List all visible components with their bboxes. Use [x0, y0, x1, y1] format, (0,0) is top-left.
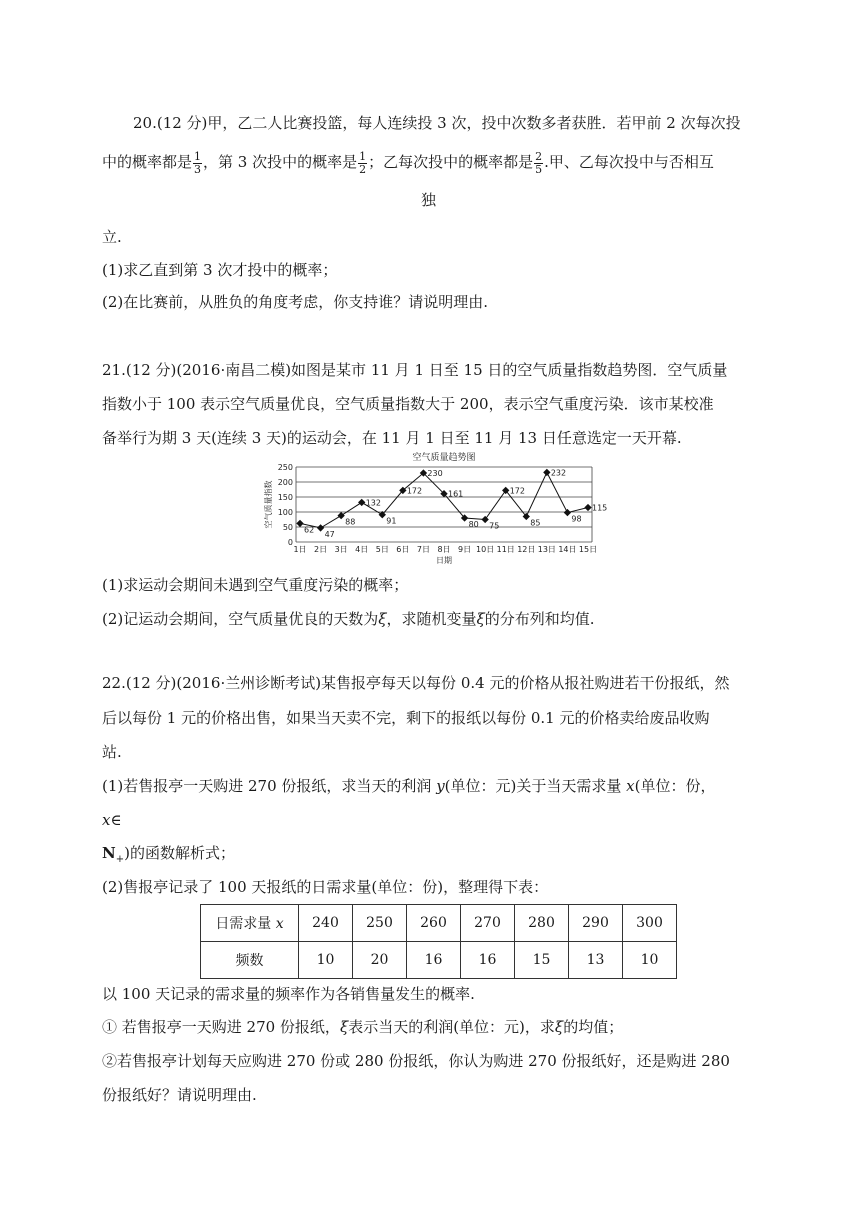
table-cell: 270	[461, 905, 515, 942]
q20-line2-d: .甲、乙每次投中与否相互	[544, 153, 714, 171]
data-point	[584, 504, 591, 511]
data-label: 172	[509, 486, 525, 496]
data-point	[317, 524, 324, 531]
y-axis-label: 空气质量指数	[264, 480, 273, 529]
x-tick-label: 10日	[476, 545, 495, 554]
data-label: 172	[406, 486, 423, 496]
x-tick-label: 14日	[558, 545, 577, 554]
xi-symbol: ξ	[476, 610, 485, 628]
x-tick-label: 3日	[334, 545, 348, 554]
table-cell: 16	[407, 942, 461, 979]
x-tick-label: 6日	[396, 545, 410, 554]
q22-after-table: 以 100 天记录的需求量的频率作为各销售量发生的概率.	[102, 985, 475, 1003]
q22-part1-cont	[102, 810, 122, 830]
q22-sub2-line1: ②若售报亭计划每天应购进 270 份或 280 份报纸，你认为购进 270 份报纸好，还是购进 280	[102, 1052, 730, 1070]
data-label: 47	[324, 529, 335, 539]
fraction-1-3	[193, 151, 202, 176]
table-header-frequency: 频数	[201, 942, 299, 979]
air-quality-chart-svg	[262, 449, 608, 567]
natural-set-N: N	[102, 844, 116, 862]
q22-sub1-a: ① 若售报亭一天购进 270 份报纸，	[102, 1018, 340, 1036]
data-label: 75	[489, 521, 500, 531]
q22-sub1	[102, 1017, 623, 1037]
frac-num: 2	[535, 149, 543, 163]
q22-sub1-b: 表示当天的利润(单位：元)，求	[348, 1018, 555, 1036]
data-label: 62	[304, 525, 315, 535]
table-cell: 13	[569, 942, 623, 979]
data-label: 232	[550, 468, 567, 478]
table-cell: 290	[569, 905, 623, 942]
data-label: 115	[592, 503, 608, 513]
data-point	[358, 499, 365, 506]
table-cell: 10	[623, 942, 677, 979]
y-tick-label: 0	[287, 538, 293, 547]
q21-part2-b: ，求随机变量	[386, 610, 477, 628]
data-label: 88	[345, 517, 356, 527]
table-row	[201, 905, 677, 942]
data-label: 161	[448, 489, 464, 499]
y-tick-label: 250	[277, 463, 293, 472]
y-tick-label: 100	[277, 508, 293, 517]
series-line	[300, 472, 588, 528]
q21-part2	[102, 609, 595, 629]
table-cell: 20	[353, 942, 407, 979]
var-y: y	[436, 777, 445, 795]
data-label: 85	[530, 518, 541, 528]
x-tick-label: 12日	[517, 545, 536, 554]
fraction-2-5	[534, 151, 543, 176]
q20-line2	[102, 147, 714, 177]
q20-line2-b: ，第 3 次投中的概率是	[203, 153, 358, 171]
frac-num: 1	[194, 149, 202, 163]
x-axis-label: 日期	[436, 556, 452, 565]
q22-line1: 22.(12 分)(2016·兰州诊断考试)某售报亭每天以每份 0.4 元的价格从报社购进若干份报纸，然	[102, 674, 730, 692]
data-label: 98	[571, 514, 582, 524]
y-tick-label: 50	[282, 523, 293, 532]
data-label: 91	[386, 516, 397, 526]
q21-line3: 备举行为期 3 天(连续 3 天)的运动会，在 11 月 1 日至 11 月 13 日任意选定一天开幕.	[102, 429, 682, 447]
var-x: x	[275, 916, 284, 932]
table-cell: 280	[515, 905, 569, 942]
table-cell: 250	[353, 905, 407, 942]
q22-sub2-line2: 份报纸好？请说明理由.	[102, 1086, 257, 1104]
data-label: 80	[468, 520, 479, 529]
q20-line1: 20.(12 分)甲，乙二人比赛投篮，每人连续投 3 次，投中次数多者获胜．若甲前 2 次每次投	[133, 114, 741, 132]
q21-part1: (1)求运动会期间未遇到空气重度污染的概率；	[102, 576, 409, 594]
frac-num: 1	[359, 149, 367, 163]
q20-part1: (1)求乙直到第 3 次才投中的概率；	[102, 261, 338, 279]
table-cell: 260	[407, 905, 461, 942]
q22-part1-a: (1)若售报亭一天购进 270 份报纸，求当天的利润	[102, 777, 437, 795]
x-tick-label: 5日	[375, 545, 389, 554]
table-cell: 300	[623, 905, 677, 942]
fraction-1-2	[358, 151, 367, 176]
x-tick-label: 1日	[293, 545, 307, 554]
demand-frequency-table	[200, 904, 677, 979]
q22-line2: 后以每份 1 元的价格出售，如果当天卖不完，剩下的报纸以每份 0.1 元的价格卖给废品收购	[102, 709, 710, 727]
q21-line1: 21.(12 分)(2016·南昌二模)如图是某市 11 月 1 日至 15 日的空气质量指数趋势图．空气质量	[102, 361, 728, 379]
frac-den: 3	[194, 162, 202, 176]
data-label: 230	[427, 469, 443, 478]
element-of-symbol: ∈	[110, 811, 122, 829]
q22-part1-b: (单位：元)关于当天需求量	[444, 777, 627, 795]
q20-line2-a: 中的概率都是	[102, 153, 193, 171]
x-tick-label: 4日	[355, 545, 369, 554]
xi-symbol: ξ	[339, 1018, 349, 1036]
q20-line4: 立.	[102, 228, 122, 246]
y-tick-label: 150	[277, 493, 293, 502]
q21-line2: 指数小于 100 表示空气质量优良，空气质量指数大于 200，表示空气重度污染．该市某校准	[102, 395, 714, 413]
data-point	[564, 509, 571, 516]
q20-line2-c: ；乙每次投中的概率都是	[368, 153, 534, 171]
q20-part2: (2)在比赛前，从胜负的角度考虑，你支持谁？请说明理由.	[102, 293, 489, 311]
q22-line3: 站.	[102, 743, 122, 761]
table-cell: 16	[461, 942, 515, 979]
data-point	[296, 520, 303, 527]
q22-part2: (2)售报亭记录了 100 天报纸的日需求量(单位：份)，整理得下表：	[102, 878, 549, 896]
x-tick-label: 7日	[416, 545, 430, 554]
x-tick-label: 13日	[537, 545, 556, 554]
header-text: 日需求量	[215, 916, 276, 932]
var-x: x	[102, 811, 111, 829]
data-point	[481, 516, 488, 523]
q21-part2-c: 的分布列和均值.	[484, 610, 595, 628]
data-point	[543, 469, 550, 476]
q22-part1-end	[102, 843, 235, 870]
x-tick-label: 9日	[458, 545, 472, 554]
xi-symbol: ξ	[378, 610, 387, 628]
q22-sub1-c: 的均值；	[563, 1018, 624, 1036]
var-x: x	[626, 777, 635, 795]
table-cell: 240	[299, 905, 353, 942]
q22-part1-c: (单位：份，	[634, 777, 716, 795]
data-label: 132	[365, 498, 381, 508]
air-quality-chart	[262, 449, 608, 567]
natural-set-sub: +	[115, 854, 125, 865]
x-tick-label: 11日	[496, 545, 515, 554]
table-cell: 10	[299, 942, 353, 979]
frac-den: 5	[535, 162, 543, 176]
q20-line3: 独	[421, 191, 437, 209]
q21-part2-a: (2)记运动会期间，空气质量优良的天数为	[102, 610, 379, 628]
x-tick-label: 8日	[437, 545, 451, 554]
data-point	[337, 512, 344, 519]
table-header-demand	[201, 905, 299, 942]
chart-title: 空气质量趋势图	[412, 453, 476, 463]
q22-part1-e: )的函数解析式；	[124, 844, 235, 862]
y-tick-label: 200	[277, 478, 293, 487]
xi-symbol: ξ	[554, 1018, 564, 1036]
frac-den: 2	[359, 162, 367, 176]
table-cell: 15	[515, 942, 569, 979]
q22-part1	[102, 776, 715, 796]
table-row	[201, 942, 677, 979]
x-tick-label: 15日	[578, 545, 598, 554]
x-tick-label: 2日	[314, 545, 328, 554]
